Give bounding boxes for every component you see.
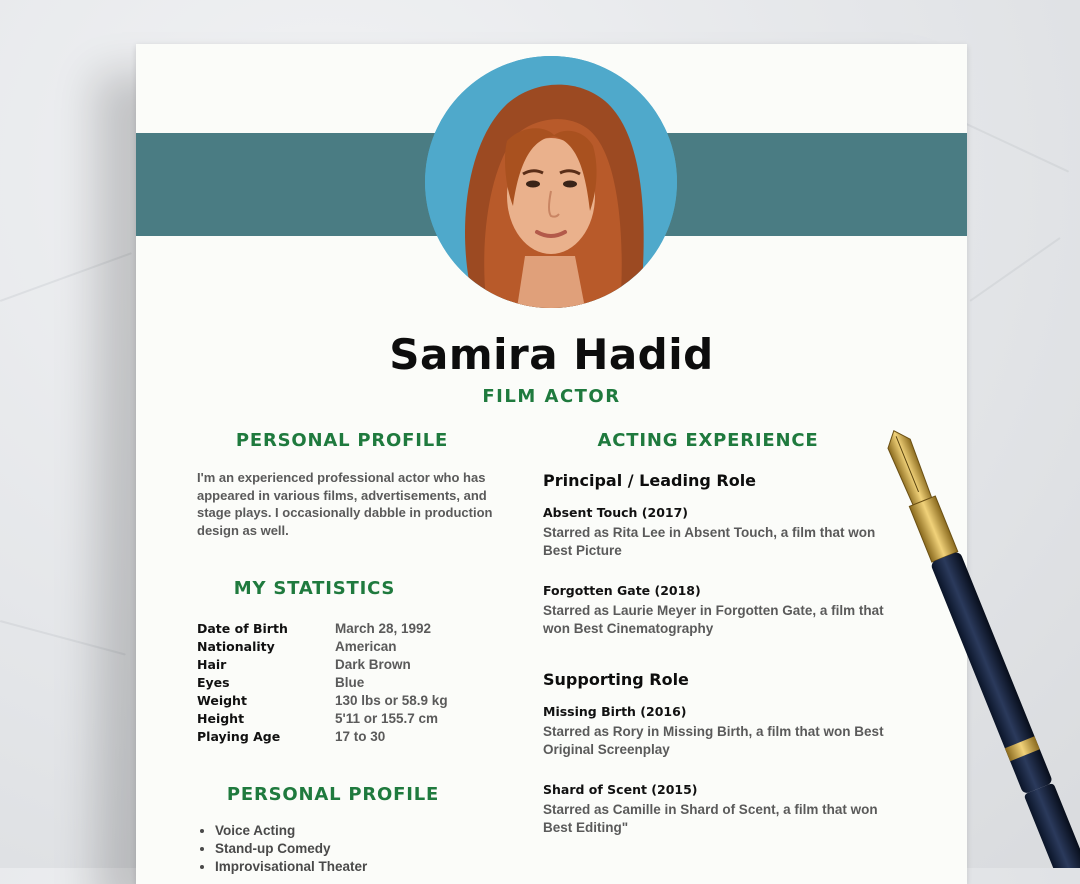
resume-page [136,44,967,884]
stat-label: Date of Birth [197,620,288,636]
film-description: Starred as Rita Lee in Absent Touch, a film that won Best Picture [543,525,876,558]
profile-photo [425,56,677,308]
profile-summary: I'm an experienced professional actor who has appeared in various films, advertisements, and stage plays. I occasionally dabble in production design as well. [197,470,493,538]
marble-vein [0,252,132,302]
stat-label: Weight [197,692,247,708]
stat-row [197,655,497,673]
supporting-role-heading: Supporting Role [543,670,689,689]
marble-vein [0,620,126,656]
stat-label: Hair [197,656,227,672]
fountain-pen [880,420,1080,868]
film-entry [543,704,893,759]
film-title: Shard of Scent (2015) [543,782,698,797]
stat-label: Eyes [197,674,230,690]
film-description: Starred as Laurie Meyer in Forgotten Gate, a film that won Best Cinematography [543,603,884,636]
stat-value: American [335,638,397,654]
statistics-heading: MY STATISTICS [233,578,396,599]
person-name: Samira Hadid [389,330,714,379]
stat-row [197,727,497,745]
personal-profile-heading: PERSONAL PROFILE [235,430,449,451]
stat-value: 17 to 30 [335,728,386,744]
film-title: Missing Birth (2016) [543,704,687,719]
stat-row [197,619,497,637]
stat-label: Nationality [197,638,275,654]
stat-label: Playing Age [197,728,281,744]
skills-heading: PERSONAL PROFILE [226,784,440,805]
film-title: Absent Touch (2017) [543,505,688,520]
list-item: • Stand-up Comedy [215,840,367,858]
statistics-table [197,619,497,745]
marble-vein [960,120,1070,173]
stat-value: 130 lbs or 58.9 kg [335,692,448,708]
stat-value: 5'11 or 155.7 cm [335,710,439,726]
stat-label: Height [197,710,245,726]
stat-row [197,691,497,709]
stat-value: March 28, 1992 [335,620,432,636]
film-title: Forgotten Gate (2018) [543,583,701,598]
stat-row [197,673,497,691]
principal-role-heading: Principal / Leading Role [543,471,757,490]
list-item: • Voice Acting [215,822,367,840]
film-description: Starred as Camille in Shard of Scent, a film that won Best Editing" [543,802,878,835]
stat-row [197,709,497,727]
film-description: Starred as Rory in Missing Birth, a film that won Best Original Screenplay [543,724,884,757]
job-title: FILM ACTOR [482,386,621,407]
stat-value: Blue [335,674,365,690]
stat-row [197,637,497,655]
film-entry [543,505,893,560]
experience-heading: ACTING EXPERIENCE [597,430,819,451]
film-entry [543,782,893,837]
list-item: • Improvisational Theater [215,858,367,876]
portrait-illustration [425,56,677,308]
stat-value: Dark Brown [335,656,411,672]
film-entry [543,583,893,638]
marble-vein [969,237,1060,302]
